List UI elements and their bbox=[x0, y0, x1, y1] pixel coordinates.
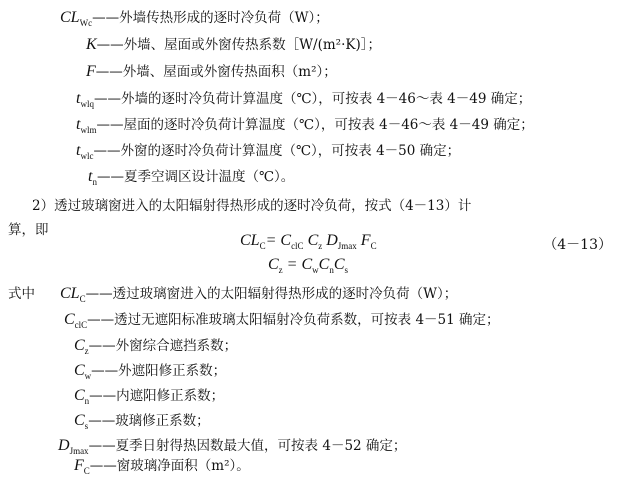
def-c-clc: $C_{clC}——$透过无遮阳标准玻璃太阳辐射冷负荷系数，可按表 4－51 确定； bbox=[64, 311, 500, 331]
shizhong-label: 式中 bbox=[8, 286, 35, 302]
def-d-jmax: $D_{Jmax}——$夏季日射得热因数最大值，可按表 4－52 确定； bbox=[58, 437, 407, 457]
equation-number: （4－13） bbox=[543, 237, 612, 253]
def-f-c: $F_C——$窗玻璃净面积（m²）。 bbox=[74, 457, 250, 477]
def-f: F——外墙、屋面或外窗传热面积（m²）； bbox=[86, 63, 337, 80]
def-t-wlc: $t_{wlc}——$外窗的逐时冷负荷计算温度（℃），可按表 4－50 确定； bbox=[76, 142, 461, 162]
def-cl-c: $CL_C——$透过玻璃窗进入的太阳辐射得热形成的逐时冷负荷（W）； bbox=[60, 285, 458, 305]
equation-4-13: $CL_C= C_{clC}$ $C_z$ $D_{Jmax}$ $F_C$ bbox=[240, 232, 377, 252]
def-t-wlm: $t_{wlm}——$屋面的逐时冷负荷计算温度（℃），可按表 4－46～表 4－49 确定； bbox=[76, 116, 534, 136]
def-t-wlq: $t_{wlq}——$外墙的逐时冷负荷计算温度（℃），可按表 4－46～表 4－49 确定； bbox=[76, 90, 532, 110]
def-c-z: $C_z——$外窗综合遮挡系数； bbox=[74, 337, 238, 357]
def-c-w: $C_w——$外遮阳修正系数； bbox=[74, 362, 227, 382]
paragraph-line-2: 算，即 bbox=[8, 222, 49, 238]
equation-cz: $C_z = C_wC_nC_s$ bbox=[268, 256, 348, 276]
def-k: K——外墙、屋面或外窗传热系数［W/(m²·K)］； bbox=[86, 36, 381, 53]
def-c-s: $C_s——$玻璃修正系数； bbox=[74, 412, 210, 432]
def-c-n: $C_n——$内遮阳修正系数； bbox=[74, 387, 225, 407]
def-t-n: $t_n——$夏季空调区设计温度（℃）。 bbox=[88, 168, 295, 188]
paragraph-line-1: 2）透过玻璃窗进入的太阳辐射得热形成的逐时冷负荷，按式（4－13）计 bbox=[32, 198, 472, 214]
def-cl-wc: $CL_{Wc}——$外墙传热形成的逐时冷负荷（W）； bbox=[60, 9, 329, 29]
